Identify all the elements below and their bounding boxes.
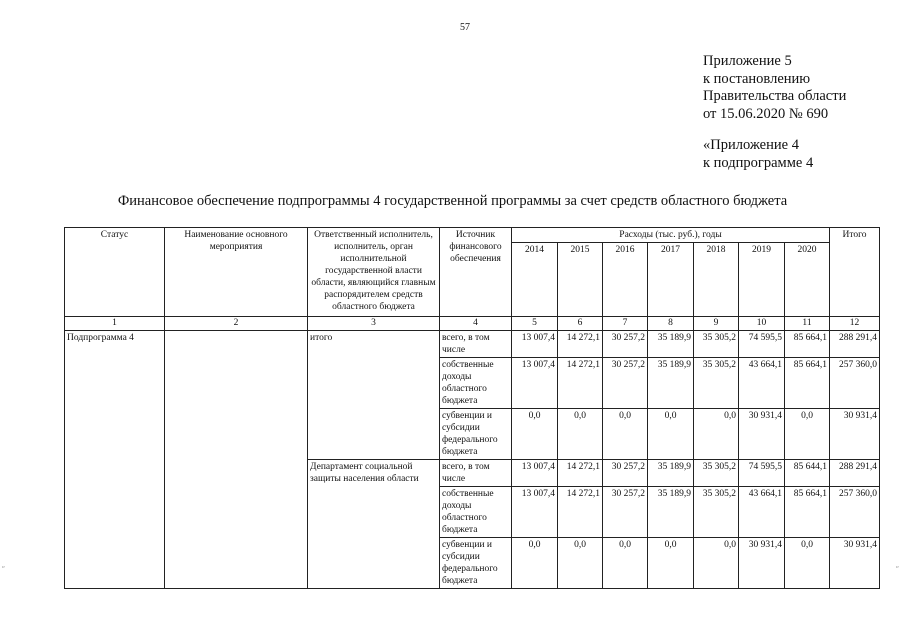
- appendix-line: к подпрограмме 4: [703, 154, 814, 171]
- total-cell: 257 360,0: [830, 358, 880, 409]
- total-cell: 257 360,0: [830, 487, 880, 538]
- value-cell: 35 305,2: [694, 460, 739, 487]
- value-cell: 0,0: [603, 538, 648, 589]
- value-cell: 13 007,4: [512, 460, 558, 487]
- total-cell: 30 931,4: [830, 409, 880, 460]
- source-cell: всего, в том числе: [440, 460, 512, 487]
- value-cell: 14 272,1: [558, 331, 603, 358]
- appendix-line: от 15.06.2020 № 690: [703, 105, 829, 122]
- value-cell: 43 664,1: [739, 358, 785, 409]
- value-cell: 43 664,1: [739, 487, 785, 538]
- appendix-line: Правительства области: [703, 88, 847, 104]
- column-number-row: [65, 317, 880, 331]
- column-number: 6: [558, 317, 603, 331]
- source-cell: субвенции и субсидии федерального бюджета: [440, 409, 512, 460]
- value-cell: 13 007,4: [512, 487, 558, 538]
- column-number: 4: [440, 317, 512, 331]
- value-cell: 14 272,1: [558, 460, 603, 487]
- header-year: 2020: [785, 243, 830, 317]
- value-cell: 0,0: [648, 409, 694, 460]
- appendix-block: [703, 53, 846, 172]
- value-cell: 35 189,9: [648, 487, 694, 538]
- appendix-line: к постановлению: [703, 70, 811, 87]
- value-cell: 13 007,4: [512, 331, 558, 358]
- header-executor: Ответственный исполнитель, исполнитель, орган исполнительной государственной власти области, являющийся главным распорядителем средств областного бюджета: [308, 228, 440, 317]
- value-cell: 0,0: [512, 538, 558, 589]
- value-cell: 0,0: [603, 409, 648, 460]
- column-number: 11: [785, 317, 830, 331]
- header-expenses: Расходы (тыс. руб.), годы: [512, 228, 830, 243]
- value-cell: 35 189,9: [648, 358, 694, 409]
- column-number: 5: [512, 317, 558, 331]
- column-number: 10: [739, 317, 785, 331]
- value-cell: 30 931,4: [739, 538, 785, 589]
- value-cell: 14 272,1: [558, 487, 603, 538]
- value-cell: 0,0: [648, 538, 694, 589]
- source-cell: собственные доходы областного бюджета: [440, 487, 512, 538]
- header-year: 2019: [739, 243, 785, 317]
- executor-cell: итого: [308, 331, 440, 460]
- document-title: Финансовое обеспечение подпрограммы 4 государственной программы за счет средств областного бюджета: [117, 193, 788, 209]
- value-cell: 74 595,5: [739, 460, 785, 487]
- value-cell: 13 007,4: [512, 358, 558, 409]
- source-cell: субвенции и субсидии федерального бюджета: [440, 538, 512, 589]
- scan-margin-mark: ʺ: [2, 565, 5, 573]
- total-cell: 288 291,4: [830, 460, 880, 487]
- header-status: Статус: [65, 228, 165, 317]
- value-cell: 30 257,2: [603, 331, 648, 358]
- value-cell: 0,0: [785, 538, 830, 589]
- header-name: Наименование основного мероприятия: [165, 228, 308, 317]
- value-cell: 30 257,2: [603, 358, 648, 409]
- header-year: 2014: [512, 243, 558, 317]
- appendix-line: «Приложение 4: [703, 137, 799, 153]
- value-cell: 0,0: [785, 409, 830, 460]
- page-number: 57: [460, 22, 470, 33]
- status-cell: Подпрограмма 4: [65, 331, 165, 589]
- header-year: 2015: [558, 243, 603, 317]
- appendix-line: Приложение 5: [703, 53, 792, 69]
- value-cell: 74 595,5: [739, 331, 785, 358]
- value-cell: 30 257,2: [603, 460, 648, 487]
- value-cell: 0,0: [558, 538, 603, 589]
- value-cell: 85 664,1: [785, 487, 830, 538]
- column-number: 2: [165, 317, 308, 331]
- value-cell: 35 305,2: [694, 487, 739, 538]
- value-cell: 0,0: [512, 409, 558, 460]
- column-number: 12: [830, 317, 880, 331]
- value-cell: 30 931,4: [739, 409, 785, 460]
- header-year: 2016: [603, 243, 648, 317]
- header-year: 2017: [648, 243, 694, 317]
- scan-margin-mark: ʺ: [896, 565, 899, 573]
- activity-name-cell: [165, 331, 308, 589]
- value-cell: 35 305,2: [694, 331, 739, 358]
- column-number: 8: [648, 317, 694, 331]
- value-cell: 0,0: [558, 409, 603, 460]
- value-cell: 85 644,1: [785, 460, 830, 487]
- total-cell: 288 291,4: [830, 331, 880, 358]
- finance-table: [64, 227, 880, 589]
- column-number: 1: [65, 317, 165, 331]
- column-number: 3: [308, 317, 440, 331]
- value-cell: 0,0: [694, 409, 739, 460]
- value-cell: 14 272,1: [558, 358, 603, 409]
- total-cell: 30 931,4: [830, 538, 880, 589]
- column-number: 7: [603, 317, 648, 331]
- source-cell: всего, в том числе: [440, 331, 512, 358]
- table-row: [65, 331, 880, 358]
- value-cell: 0,0: [694, 538, 739, 589]
- value-cell: 85 664,1: [785, 331, 830, 358]
- column-number: 9: [694, 317, 739, 331]
- value-cell: 30 257,2: [603, 487, 648, 538]
- header-year: 2018: [694, 243, 739, 317]
- header-source: Источник финансового обеспечения: [440, 228, 512, 317]
- header-total: Итого: [830, 228, 880, 317]
- value-cell: 35 189,9: [648, 460, 694, 487]
- source-cell: собственные доходы областного бюджета: [440, 358, 512, 409]
- value-cell: 35 189,9: [648, 331, 694, 358]
- value-cell: 85 664,1: [785, 358, 830, 409]
- value-cell: 35 305,2: [694, 358, 739, 409]
- executor-cell: Департамент социальной защиты населения области: [308, 460, 440, 589]
